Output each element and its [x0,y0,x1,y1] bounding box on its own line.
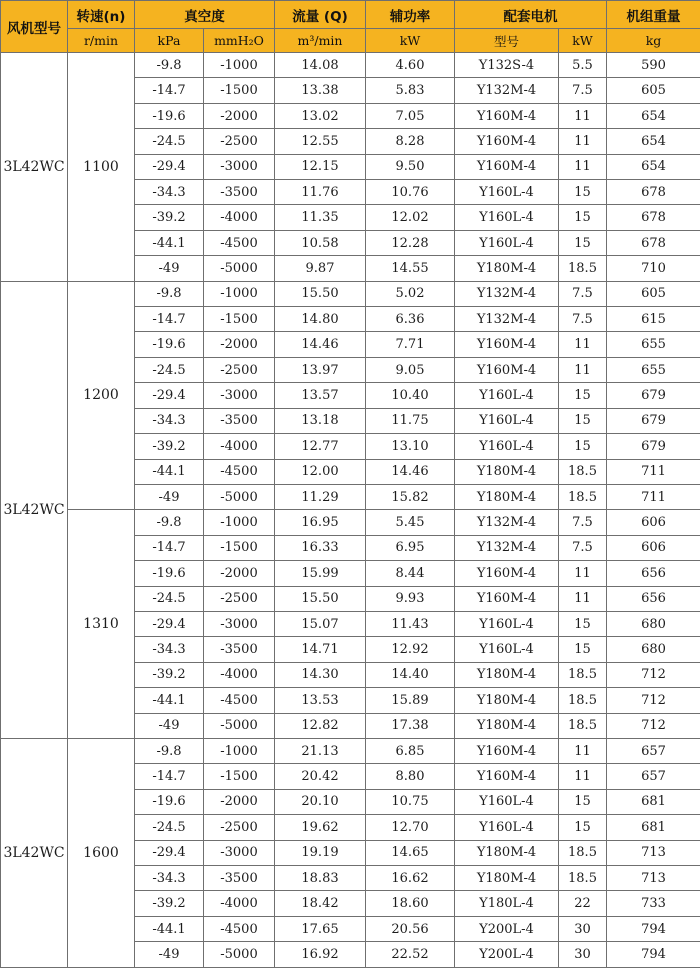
cell-mmh2o: -2500 [204,357,275,382]
cell-speed: 1600 [68,738,135,967]
cell-motor-model: Y180M-4 [455,713,559,738]
cell-kpa: -44.1 [135,916,204,941]
cell-aux-power: 8.80 [366,764,455,789]
cell-aux-power: 12.02 [366,205,455,230]
cell-motor-kw: 15 [559,815,607,840]
unit-aux-power: kW [366,29,455,53]
cell-aux-power: 15.82 [366,484,455,509]
cell-kpa: -14.7 [135,764,204,789]
cell-weight: 681 [607,789,700,814]
cell-mmh2o: -3000 [204,611,275,636]
cell-kpa: -39.2 [135,891,204,916]
cell-motor-kw: 18.5 [559,840,607,865]
cell-weight: 679 [607,383,700,408]
cell-kpa: -44.1 [135,459,204,484]
cell-motor-model: Y200L-4 [455,916,559,941]
cell-flow: 13.57 [275,383,366,408]
cell-mmh2o: -2000 [204,561,275,586]
cell-flow: 13.38 [275,78,366,103]
cell-aux-power: 4.60 [366,53,455,78]
cell-speed: 1100 [68,53,135,282]
cell-motor-model: Y160L-4 [455,815,559,840]
cell-mmh2o: -1500 [204,307,275,332]
header-flow: 流量 (Q) [275,1,366,29]
cell-motor-kw: 18.5 [559,459,607,484]
cell-flow: 16.95 [275,510,366,535]
cell-mmh2o: -2000 [204,789,275,814]
cell-kpa: -9.8 [135,53,204,78]
cell-kpa: -49 [135,942,204,968]
cell-motor-model: Y160M-4 [455,332,559,357]
cell-kpa: -9.8 [135,738,204,763]
cell-weight: 680 [607,637,700,662]
cell-motor-kw: 15 [559,611,607,636]
cell-weight: 678 [607,230,700,255]
cell-flow: 12.82 [275,713,366,738]
cell-motor-model: Y180M-4 [455,840,559,865]
cell-kpa: -19.6 [135,103,204,128]
cell-weight: 656 [607,586,700,611]
cell-motor-kw: 15 [559,180,607,205]
cell-mmh2o: -4000 [204,891,275,916]
cell-mmh2o: -2500 [204,815,275,840]
cell-weight: 733 [607,891,700,916]
cell-motor-model: Y160L-4 [455,637,559,662]
cell-aux-power: 14.40 [366,662,455,687]
cell-weight: 654 [607,103,700,128]
cell-aux-power: 18.60 [366,891,455,916]
unit-speed: r/min [68,29,135,53]
cell-aux-power: 12.92 [366,637,455,662]
cell-weight: 606 [607,510,700,535]
cell-mmh2o: -4000 [204,434,275,459]
cell-aux-power: 11.43 [366,611,455,636]
cell-mmh2o: -4500 [204,688,275,713]
cell-aux-power: 7.71 [366,332,455,357]
cell-mmh2o: -3000 [204,383,275,408]
cell-flow: 13.18 [275,408,366,433]
cell-motor-model: Y132M-4 [455,281,559,306]
cell-flow: 12.55 [275,129,366,154]
cell-weight: 605 [607,78,700,103]
cell-flow: 20.10 [275,789,366,814]
table-row [1,53,700,78]
cell-kpa: -29.4 [135,383,204,408]
cell-mmh2o: -2500 [204,586,275,611]
cell-motor-model: Y160L-4 [455,789,559,814]
unit-weight: kg [607,29,700,53]
cell-mmh2o: -3000 [204,840,275,865]
unit-motor-kw: kW [559,29,607,53]
cell-weight: 680 [607,611,700,636]
cell-kpa: -49 [135,713,204,738]
cell-weight: 711 [607,484,700,509]
cell-weight: 679 [607,434,700,459]
cell-kpa: -29.4 [135,154,204,179]
cell-kpa: -49 [135,484,204,509]
cell-kpa: -34.3 [135,180,204,205]
cell-flow: 10.58 [275,230,366,255]
cell-motor-kw: 15 [559,230,607,255]
cell-kpa: -9.8 [135,510,204,535]
cell-speed: 1310 [68,510,135,739]
cell-motor-model: Y160L-4 [455,383,559,408]
cell-aux-power: 5.45 [366,510,455,535]
cell-motor-kw: 11 [559,357,607,382]
cell-flow: 14.71 [275,637,366,662]
cell-motor-kw: 18.5 [559,662,607,687]
cell-flow: 13.53 [275,688,366,713]
cell-kpa: -24.5 [135,815,204,840]
cell-aux-power: 6.95 [366,535,455,560]
table-row [1,510,700,535]
cell-weight: 710 [607,256,700,281]
cell-kpa: -44.1 [135,688,204,713]
cell-motor-kw: 11 [559,129,607,154]
cell-flow: 12.00 [275,459,366,484]
cell-motor-model: Y180M-4 [455,688,559,713]
cell-motor-model: Y160L-4 [455,434,559,459]
cell-motor-kw: 11 [559,738,607,763]
cell-aux-power: 16.62 [366,866,455,891]
cell-flow: 14.30 [275,662,366,687]
cell-weight: 654 [607,129,700,154]
cell-motor-model: Y160M-4 [455,103,559,128]
cell-motor-model: Y160L-4 [455,408,559,433]
cell-mmh2o: -4500 [204,916,275,941]
cell-mmh2o: -3500 [204,408,275,433]
cell-motor-kw: 15 [559,434,607,459]
cell-model: 3L42WC [1,281,68,738]
cell-weight: 681 [607,815,700,840]
cell-flow: 15.07 [275,611,366,636]
cell-mmh2o: -2000 [204,332,275,357]
header-row-titles [1,1,700,29]
cell-motor-kw: 18.5 [559,256,607,281]
cell-weight: 654 [607,154,700,179]
cell-weight: 615 [607,307,700,332]
cell-weight: 794 [607,916,700,941]
header-row-units [1,29,700,53]
cell-aux-power: 8.28 [366,129,455,154]
cell-motor-kw: 5.5 [559,53,607,78]
cell-flow: 16.92 [275,942,366,968]
cell-aux-power: 10.75 [366,789,455,814]
cell-mmh2o: -5000 [204,484,275,509]
cell-aux-power: 20.56 [366,916,455,941]
cell-mmh2o: -4500 [204,230,275,255]
cell-mmh2o: -3500 [204,866,275,891]
cell-kpa: -39.2 [135,205,204,230]
cell-aux-power: 5.83 [366,78,455,103]
cell-aux-power: 7.05 [366,103,455,128]
cell-motor-model: Y160M-4 [455,129,559,154]
cell-aux-power: 6.36 [366,307,455,332]
cell-weight: 713 [607,840,700,865]
unit-flow: m³/min [275,29,366,53]
cell-weight: 606 [607,535,700,560]
cell-flow: 14.80 [275,307,366,332]
cell-flow: 13.97 [275,357,366,382]
cell-flow: 12.77 [275,434,366,459]
cell-flow: 19.62 [275,815,366,840]
cell-kpa: -44.1 [135,230,204,255]
cell-mmh2o: -1000 [204,510,275,535]
cell-flow: 12.15 [275,154,366,179]
cell-mmh2o: -1000 [204,53,275,78]
cell-weight: 678 [607,205,700,230]
header-vacuum: 真空度 [135,1,275,29]
cell-mmh2o: -1500 [204,535,275,560]
cell-flow: 18.83 [275,866,366,891]
cell-kpa: -39.2 [135,434,204,459]
cell-aux-power: 11.75 [366,408,455,433]
cell-motor-model: Y160L-4 [455,611,559,636]
cell-motor-model: Y132M-4 [455,535,559,560]
unit-mmh2o: mmH₂O [204,29,275,53]
cell-kpa: -39.2 [135,662,204,687]
cell-mmh2o: -1500 [204,78,275,103]
cell-aux-power: 10.40 [366,383,455,408]
cell-weight: 678 [607,180,700,205]
table-row [1,738,700,763]
cell-flow: 19.19 [275,840,366,865]
cell-flow: 9.87 [275,256,366,281]
cell-flow: 11.35 [275,205,366,230]
cell-kpa: -19.6 [135,332,204,357]
cell-weight: 712 [607,713,700,738]
cell-mmh2o: -4000 [204,662,275,687]
cell-flow: 14.08 [275,53,366,78]
cell-motor-kw: 7.5 [559,78,607,103]
cell-mmh2o: -1500 [204,764,275,789]
cell-aux-power: 9.93 [366,586,455,611]
cell-flow: 11.29 [275,484,366,509]
cell-aux-power: 22.52 [366,942,455,968]
cell-motor-kw: 15 [559,383,607,408]
cell-motor-kw: 11 [559,154,607,179]
cell-motor-kw: 15 [559,789,607,814]
cell-motor-kw: 7.5 [559,510,607,535]
cell-aux-power: 12.70 [366,815,455,840]
cell-kpa: -34.3 [135,866,204,891]
cell-motor-kw: 11 [559,586,607,611]
cell-aux-power: 8.44 [366,561,455,586]
cell-flow: 15.50 [275,586,366,611]
cell-motor-kw: 11 [559,561,607,586]
cell-motor-model: Y160M-4 [455,764,559,789]
cell-kpa: -34.3 [135,637,204,662]
cell-mmh2o: -1000 [204,738,275,763]
cell-weight: 590 [607,53,700,78]
cell-motor-kw: 15 [559,205,607,230]
cell-kpa: -49 [135,256,204,281]
cell-kpa: -19.6 [135,789,204,814]
cell-motor-model: Y132M-4 [455,307,559,332]
cell-motor-model: Y160L-4 [455,230,559,255]
cell-flow: 14.46 [275,332,366,357]
cell-mmh2o: -4000 [204,205,275,230]
cell-aux-power: 9.05 [366,357,455,382]
cell-weight: 711 [607,459,700,484]
cell-mmh2o: -4500 [204,459,275,484]
cell-kpa: -24.5 [135,357,204,382]
cell-motor-kw: 7.5 [559,535,607,560]
cell-weight: 605 [607,281,700,306]
cell-motor-kw: 11 [559,103,607,128]
cell-weight: 656 [607,561,700,586]
cell-motor-kw: 15 [559,408,607,433]
cell-speed: 1200 [68,281,135,510]
cell-mmh2o: -5000 [204,942,275,968]
cell-motor-model: Y180M-4 [455,256,559,281]
cell-weight: 655 [607,357,700,382]
cell-flow: 20.42 [275,764,366,789]
cell-mmh2o: -3000 [204,154,275,179]
cell-weight: 713 [607,866,700,891]
cell-motor-model: Y160L-4 [455,180,559,205]
cell-kpa: -9.8 [135,281,204,306]
cell-weight: 712 [607,688,700,713]
header-speed: 转速(n) [68,1,135,29]
cell-kpa: -14.7 [135,535,204,560]
cell-flow: 11.76 [275,180,366,205]
cell-flow: 17.65 [275,916,366,941]
cell-motor-kw: 18.5 [559,484,607,509]
cell-motor-model: Y180L-4 [455,891,559,916]
cell-kpa: -29.4 [135,840,204,865]
cell-kpa: -14.7 [135,78,204,103]
cell-flow: 15.99 [275,561,366,586]
cell-weight: 712 [607,662,700,687]
cell-mmh2o: -5000 [204,713,275,738]
cell-aux-power: 14.55 [366,256,455,281]
cell-motor-model: Y132M-4 [455,78,559,103]
cell-aux-power: 12.28 [366,230,455,255]
cell-motor-model: Y132M-4 [455,510,559,535]
cell-weight: 794 [607,942,700,968]
cell-kpa: -14.7 [135,307,204,332]
cell-aux-power: 13.10 [366,434,455,459]
cell-aux-power: 15.89 [366,688,455,713]
cell-mmh2o: -1000 [204,281,275,306]
cell-flow: 15.50 [275,281,366,306]
cell-motor-kw: 18.5 [559,866,607,891]
header-weight: 机组重量 [607,1,700,29]
cell-aux-power: 6.85 [366,738,455,763]
cell-flow: 16.33 [275,535,366,560]
cell-kpa: -24.5 [135,586,204,611]
cell-motor-model: Y200L-4 [455,942,559,968]
cell-weight: 657 [607,738,700,763]
cell-aux-power: 9.50 [366,154,455,179]
header-aux-power: 辅功率 [366,1,455,29]
cell-aux-power: 14.46 [366,459,455,484]
cell-mmh2o: -2000 [204,103,275,128]
cell-kpa: -19.6 [135,561,204,586]
cell-motor-model: Y160M-4 [455,586,559,611]
cell-motor-model: Y180M-4 [455,866,559,891]
cell-motor-kw: 11 [559,332,607,357]
cell-mmh2o: -5000 [204,256,275,281]
cell-weight: 657 [607,764,700,789]
cell-flow: 13.02 [275,103,366,128]
cell-motor-model: Y180M-4 [455,484,559,509]
cell-motor-kw: 7.5 [559,307,607,332]
cell-motor-kw: 30 [559,916,607,941]
cell-aux-power: 17.38 [366,713,455,738]
cell-motor-model: Y160M-4 [455,738,559,763]
cell-aux-power: 5.02 [366,281,455,306]
cell-motor-model: Y132S-4 [455,53,559,78]
header-motor: 配套电机 [455,1,607,29]
unit-kpa: kPa [135,29,204,53]
cell-mmh2o: -2500 [204,129,275,154]
cell-motor-kw: 15 [559,637,607,662]
table-row [1,281,700,306]
cell-model: 3L42WC [1,53,68,282]
cell-motor-model: Y160M-4 [455,357,559,382]
cell-kpa: -34.3 [135,408,204,433]
cell-mmh2o: -3500 [204,180,275,205]
table-body [1,53,700,968]
cell-weight: 679 [607,408,700,433]
cell-kpa: -24.5 [135,129,204,154]
cell-motor-kw: 7.5 [559,281,607,306]
cell-flow: 21.13 [275,738,366,763]
cell-kpa: -29.4 [135,611,204,636]
cell-motor-model: Y160M-4 [455,561,559,586]
cell-weight: 655 [607,332,700,357]
cell-flow: 18.42 [275,891,366,916]
cell-motor-model: Y180M-4 [455,459,559,484]
cell-motor-kw: 18.5 [559,688,607,713]
cell-model: 3L42WC [1,738,68,967]
cell-motor-kw: 18.5 [559,713,607,738]
cell-motor-model: Y160M-4 [455,154,559,179]
cell-motor-model: Y180M-4 [455,662,559,687]
cell-motor-kw: 22 [559,891,607,916]
cell-mmh2o: -3500 [204,637,275,662]
unit-motor-model: 型号 [455,29,559,53]
cell-aux-power: 10.76 [366,180,455,205]
cell-motor-kw: 11 [559,764,607,789]
table-header [1,1,700,53]
cell-motor-kw: 30 [559,942,607,968]
cell-aux-power: 14.65 [366,840,455,865]
cell-motor-model: Y160L-4 [455,205,559,230]
header-model: 风机型号 [1,1,68,53]
